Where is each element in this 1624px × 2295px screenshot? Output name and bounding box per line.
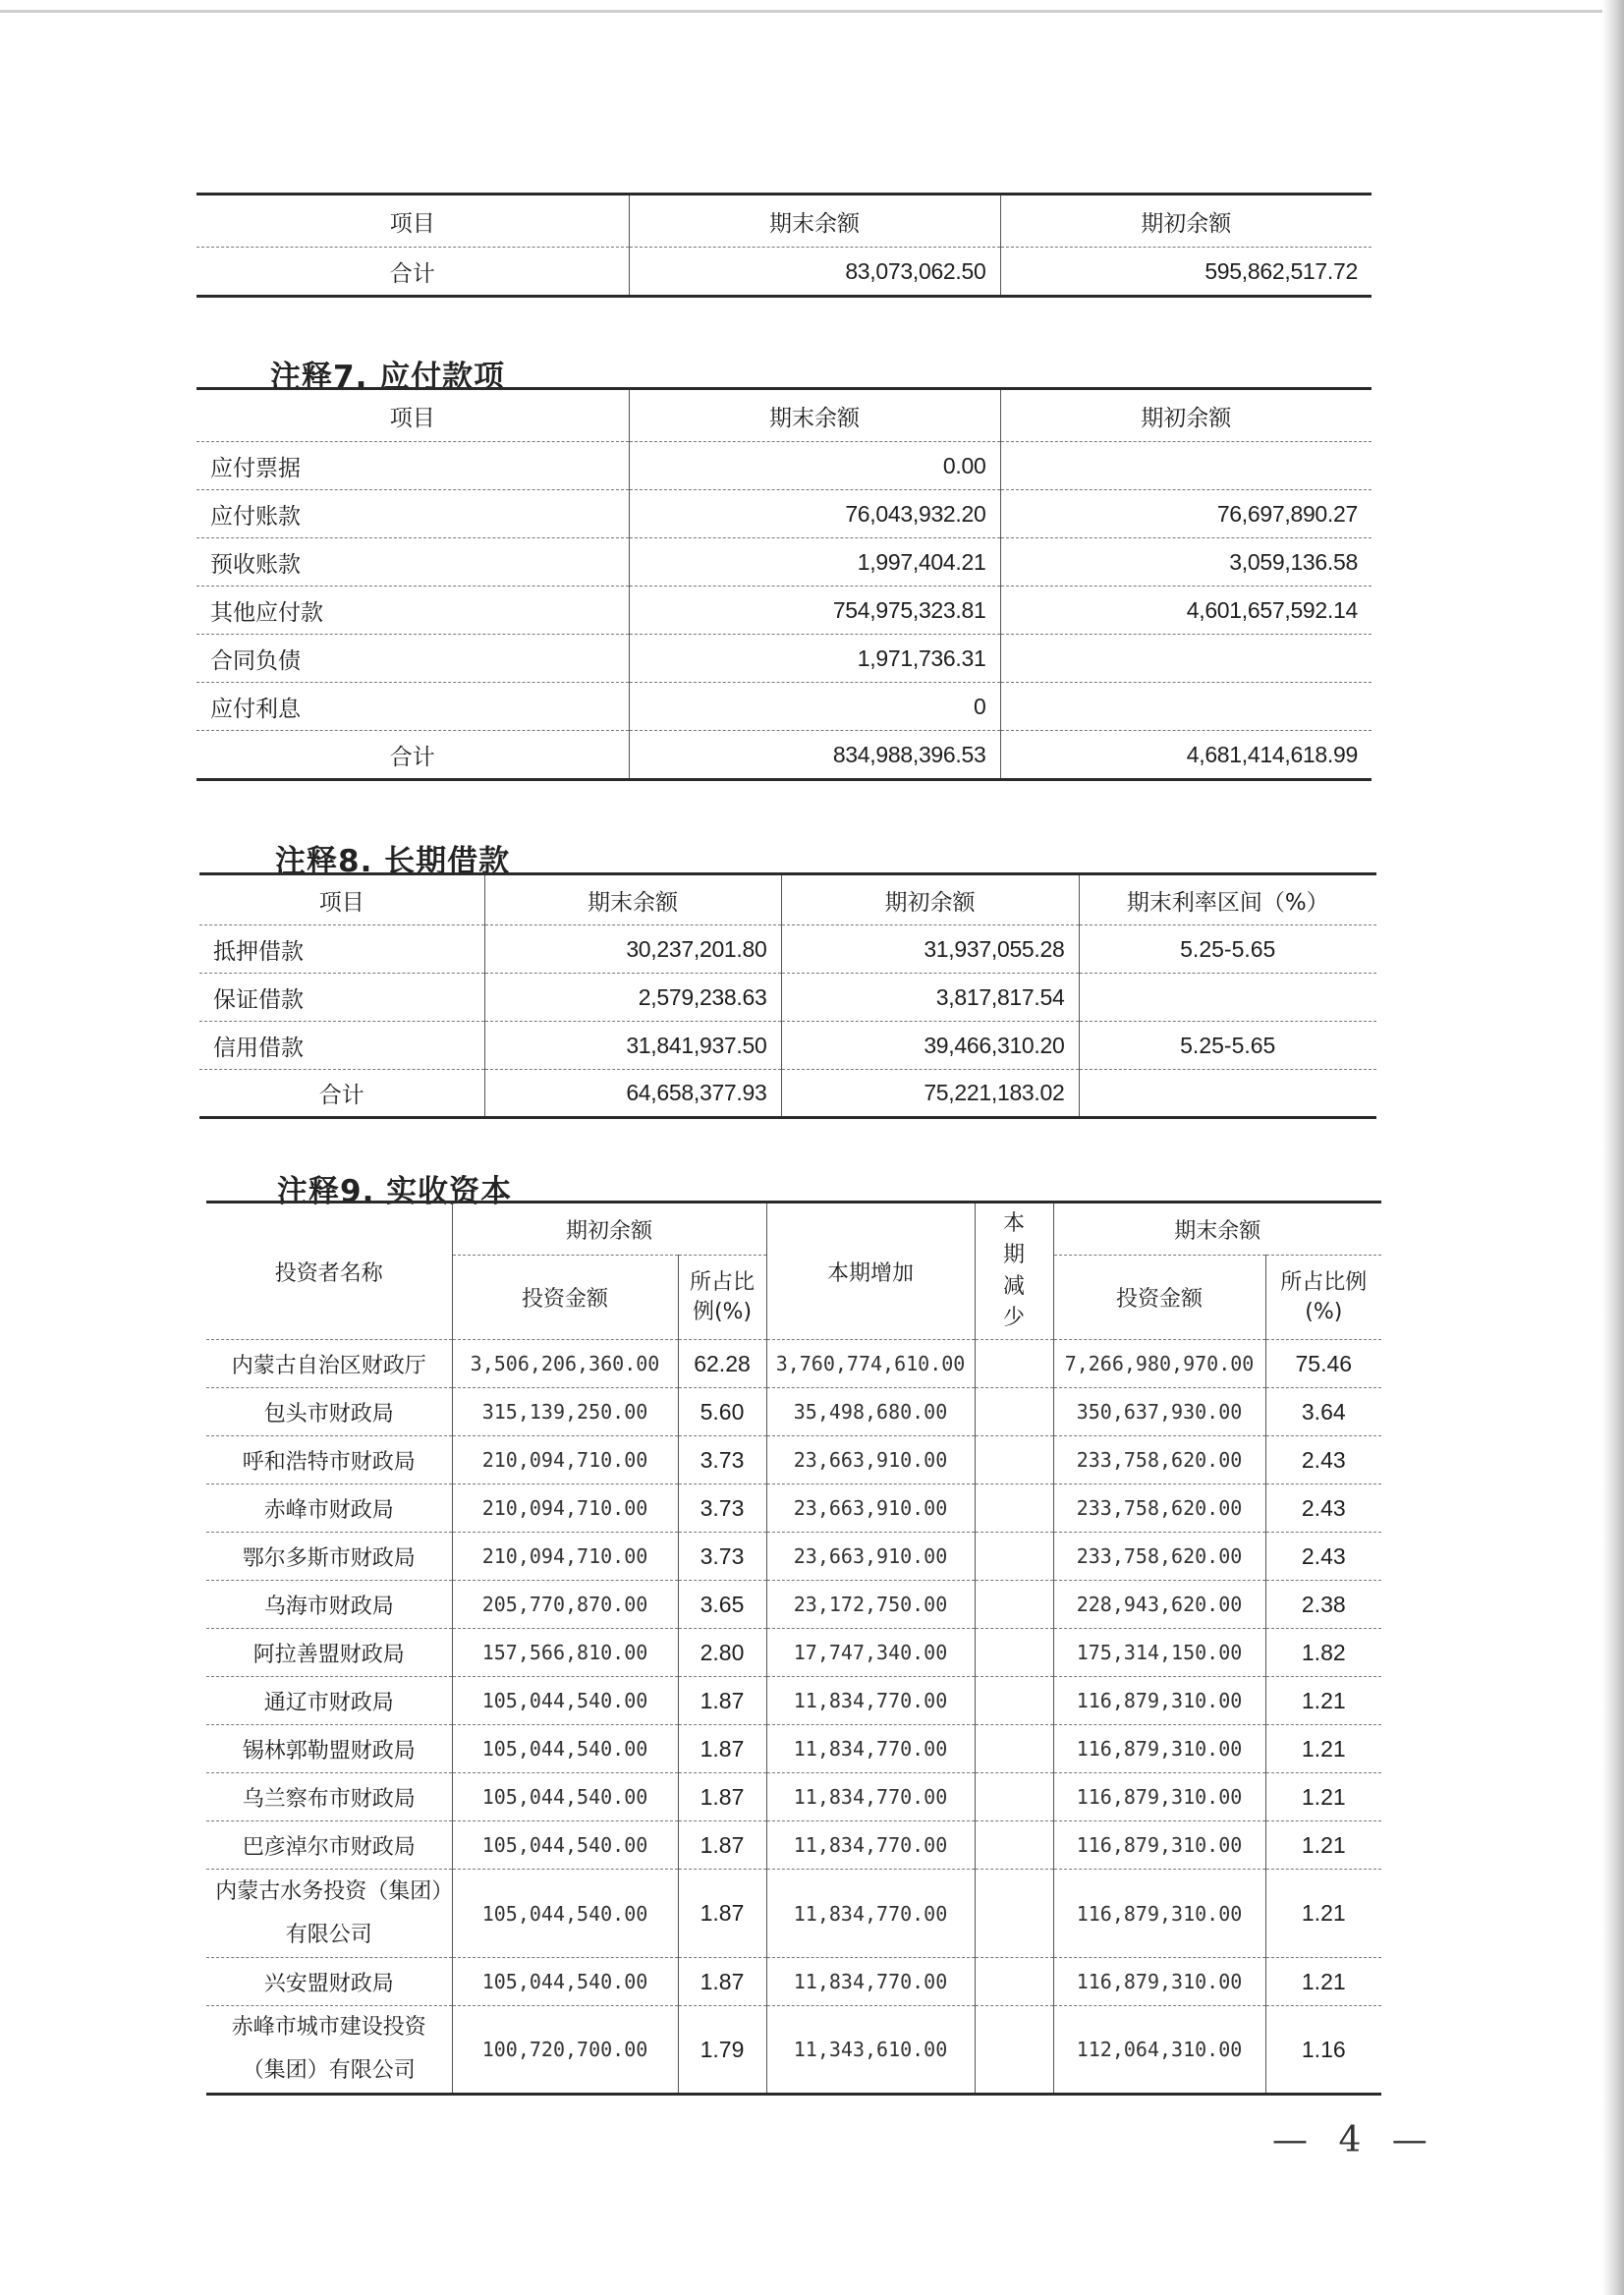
investor-name: 通辽市财政局	[206, 1677, 452, 1725]
row-begin-value: 3,059,136.58	[1000, 538, 1372, 587]
increase-amount: 23,663,910.00	[766, 1436, 975, 1484]
increase-amount: 11,834,770.00	[766, 1677, 975, 1725]
table-row	[196, 248, 1372, 297]
begin-ratio: 3.73	[678, 1436, 766, 1484]
table-row	[196, 538, 1372, 587]
end-ratio: 2.43	[1265, 1533, 1381, 1581]
header-end-balance: 期末余额	[484, 874, 781, 925]
row-label: 抵押借款	[199, 925, 484, 974]
note9-table	[206, 1201, 1381, 2096]
increase-amount: 23,172,750.00	[766, 1581, 975, 1629]
table-row	[206, 1533, 1381, 1581]
table-row	[206, 1629, 1381, 1677]
increase-amount: 17,747,340.00	[766, 1629, 975, 1677]
header-end-amount: 投资金额	[1053, 1256, 1265, 1340]
header-investor: 投资者名称	[206, 1203, 452, 1340]
decrease-amount	[975, 1725, 1053, 1773]
header-end-balance: 期末余额	[629, 195, 1000, 248]
table-total-row	[199, 1070, 1376, 1118]
end-ratio: 1.21	[1265, 1773, 1381, 1821]
row-end-value: 1,997,404.21	[629, 538, 1000, 587]
begin-ratio: 1.87	[678, 1958, 766, 2006]
header-item: 项目	[196, 389, 629, 442]
table-row	[196, 587, 1372, 635]
end-amount: 112,064,310.00	[1053, 2006, 1265, 2095]
decrease-amount	[975, 1958, 1053, 2006]
row-end-value: 834,988,396.53	[629, 731, 1000, 780]
row-rate	[1079, 1070, 1376, 1118]
table-row	[206, 1388, 1381, 1436]
decrease-amount	[975, 1484, 1053, 1533]
end-amount: 116,879,310.00	[1053, 1958, 1265, 2006]
row-rate	[1079, 974, 1376, 1022]
row-label: 应付票据	[196, 442, 629, 490]
end-amount: 233,758,620.00	[1053, 1533, 1265, 1581]
end-ratio: 3.64	[1265, 1388, 1381, 1436]
end-amount: 116,879,310.00	[1053, 1821, 1265, 1870]
row-begin-value: 3,817,817.54	[781, 974, 1079, 1022]
row-begin-value: 4,601,657,592.14	[1000, 587, 1372, 635]
row-label: 保证借款	[199, 974, 484, 1022]
increase-amount: 11,834,770.00	[766, 1870, 975, 1958]
investor-name: 巴彦淖尔市财政局	[206, 1821, 452, 1870]
increase-amount: 35,498,680.00	[766, 1388, 975, 1436]
table-row	[206, 1725, 1381, 1773]
header-begin-ratio: 所占比例(%)	[678, 1256, 766, 1340]
row-rate: 5.25-5.65	[1079, 1022, 1376, 1070]
begin-amount: 105,044,540.00	[452, 1870, 678, 1958]
row-begin-value	[1000, 635, 1372, 683]
header-increase: 本期增加	[766, 1203, 975, 1340]
begin-amount: 105,044,540.00	[452, 1773, 678, 1821]
note8-title: 注释8. 长期借款	[275, 844, 511, 879]
investor-name: 包头市财政局	[206, 1388, 452, 1436]
decrease-amount	[975, 1677, 1053, 1725]
begin-amount: 210,094,710.00	[452, 1533, 678, 1581]
table-header-row	[196, 195, 1372, 248]
table-header-row	[199, 874, 1376, 925]
row-label: 应付账款	[196, 490, 629, 538]
row-label: 合同负债	[196, 635, 629, 683]
begin-amount: 105,044,540.00	[452, 1677, 678, 1725]
decrease-amount	[975, 1340, 1053, 1388]
end-amount: 116,879,310.00	[1053, 1725, 1265, 1773]
end-ratio: 1.82	[1265, 1629, 1381, 1677]
row-label: 应付利息	[196, 683, 629, 731]
decrease-amount	[975, 1581, 1053, 1629]
table-row	[199, 974, 1376, 1022]
header-begin-balance: 期初余额	[1000, 389, 1372, 442]
row-end-value: 754,975,323.81	[629, 587, 1000, 635]
begin-amount: 105,044,540.00	[452, 1958, 678, 2006]
increase-amount: 23,663,910.00	[766, 1533, 975, 1581]
top-continuation-table	[196, 193, 1372, 298]
end-ratio: 2.43	[1265, 1436, 1381, 1484]
end-ratio: 1.21	[1265, 1870, 1381, 1958]
table-row	[206, 1436, 1381, 1484]
row-label: 合计	[389, 260, 435, 287]
table-row	[206, 1581, 1381, 1629]
end-ratio: 1.21	[1265, 1821, 1381, 1870]
begin-amount: 3,506,206,360.00	[452, 1340, 678, 1388]
end-ratio: 2.38	[1265, 1581, 1381, 1629]
begin-ratio: 1.79	[678, 2006, 766, 2095]
increase-amount: 3,760,774,610.00	[766, 1340, 975, 1388]
begin-ratio: 1.87	[678, 1725, 766, 1773]
row-label: 信用借款	[199, 1022, 484, 1070]
table-row	[206, 1958, 1381, 2006]
begin-amount: 105,044,540.00	[452, 1821, 678, 1870]
end-amount: 7,266,980,970.00	[1053, 1340, 1265, 1388]
increase-amount: 11,834,770.00	[766, 1773, 975, 1821]
row-end-value: 1,971,736.31	[629, 635, 1000, 683]
table-row	[206, 2006, 1381, 2095]
end-ratio: 1.21	[1265, 1725, 1381, 1773]
decrease-amount	[975, 1436, 1053, 1484]
decrease-amount	[975, 1870, 1053, 1958]
investor-name: 赤峰市城市建设投资（集团）有限公司	[206, 2006, 452, 2095]
row-begin-value: 76,697,890.27	[1000, 490, 1372, 538]
row-begin-value: 75,221,183.02	[781, 1070, 1079, 1118]
row-end-value: 0	[629, 683, 1000, 731]
header-begin-group: 期初余额	[452, 1203, 766, 1256]
scan-top-edge	[0, 10, 1624, 13]
investor-name: 兴安盟财政局	[206, 1958, 452, 2006]
header-end-ratio: 所占比例(%)	[1265, 1256, 1381, 1340]
begin-amount: 100,720,700.00	[452, 2006, 678, 2095]
row-begin-value	[1000, 683, 1372, 731]
row-label: 合计	[389, 744, 435, 770]
begin-ratio: 3.65	[678, 1581, 766, 1629]
table-row	[206, 1677, 1381, 1725]
increase-amount: 23,663,910.00	[766, 1484, 975, 1533]
page-number: — 4 —	[1272, 2120, 1437, 2160]
row-end-value: 0.00	[629, 442, 1000, 490]
end-ratio: 1.21	[1265, 1677, 1381, 1725]
table-row	[206, 1773, 1381, 1821]
row-end-value: 83,073,062.50	[629, 248, 1000, 297]
table-row	[206, 1870, 1381, 1958]
increase-amount: 11,834,770.00	[766, 1725, 975, 1773]
row-label: 预收账款	[196, 538, 629, 587]
row-end-value: 76,043,932.20	[629, 490, 1000, 538]
header-decrease: 本期减少	[975, 1203, 1053, 1340]
note9-title: 注释9. 实收资本	[277, 1174, 513, 1209]
table-row	[206, 1821, 1381, 1870]
end-amount: 175,314,150.00	[1053, 1629, 1265, 1677]
row-begin-value: 39,466,310.20	[781, 1022, 1079, 1070]
begin-ratio: 2.80	[678, 1629, 766, 1677]
table-total-row	[196, 731, 1372, 780]
begin-amount: 157,566,810.00	[452, 1629, 678, 1677]
end-amount: 116,879,310.00	[1053, 1677, 1265, 1725]
table-row	[206, 1340, 1381, 1388]
row-label: 其他应付款	[196, 587, 629, 635]
header-begin-amount: 投资金额	[452, 1256, 678, 1340]
table-row	[196, 490, 1372, 538]
table-header-row	[196, 389, 1372, 442]
begin-ratio: 3.73	[678, 1484, 766, 1533]
table-row	[196, 442, 1372, 490]
begin-ratio: 1.87	[678, 1821, 766, 1870]
decrease-amount	[975, 1388, 1053, 1436]
decrease-amount	[975, 1773, 1053, 1821]
row-begin-value	[1000, 442, 1372, 490]
row-begin-value: 4,681,414,618.99	[1000, 731, 1372, 780]
table-header-row	[206, 1203, 1381, 1256]
header-begin-balance: 期初余额	[781, 874, 1079, 925]
header-end-balance: 期末余额	[629, 389, 1000, 442]
end-amount: 116,879,310.00	[1053, 1870, 1265, 1958]
note8-table	[199, 872, 1376, 1119]
end-ratio: 1.21	[1265, 1958, 1381, 2006]
header-item: 项目	[199, 874, 484, 925]
decrease-amount	[975, 1533, 1053, 1581]
investor-name: 呼和浩特市财政局	[206, 1436, 452, 1484]
begin-amount: 315,139,250.00	[452, 1388, 678, 1436]
row-rate: 5.25-5.65	[1079, 925, 1376, 974]
header-rate-range: 期末利率区间（%）	[1079, 874, 1376, 925]
increase-amount: 11,834,770.00	[766, 1958, 975, 2006]
header-end-group: 期末余额	[1053, 1203, 1381, 1256]
table-row	[206, 1484, 1381, 1533]
table-row	[196, 635, 1372, 683]
increase-amount: 11,343,610.00	[766, 2006, 975, 2095]
decrease-amount	[975, 1821, 1053, 1870]
end-amount: 350,637,930.00	[1053, 1388, 1265, 1436]
end-ratio: 2.43	[1265, 1484, 1381, 1533]
row-begin-value: 595,862,517.72	[1000, 248, 1372, 297]
row-begin-value: 31,937,055.28	[781, 925, 1079, 974]
end-amount: 233,758,620.00	[1053, 1484, 1265, 1533]
begin-ratio: 1.87	[678, 1773, 766, 1821]
table-row	[199, 925, 1376, 974]
investor-name: 锡林郭勒盟财政局	[206, 1725, 452, 1773]
row-end-value: 2,579,238.63	[484, 974, 781, 1022]
begin-amount: 210,094,710.00	[452, 1436, 678, 1484]
investor-name: 鄂尔多斯市财政局	[206, 1533, 452, 1581]
begin-amount: 205,770,870.00	[452, 1581, 678, 1629]
end-amount: 228,943,620.00	[1053, 1581, 1265, 1629]
row-label: 合计	[318, 1083, 364, 1108]
decrease-amount	[975, 1629, 1053, 1677]
table-row	[196, 683, 1372, 731]
header-item: 项目	[196, 195, 629, 248]
investor-name: 赤峰市财政局	[206, 1484, 452, 1533]
end-amount: 233,758,620.00	[1053, 1436, 1265, 1484]
scan-right-shadow	[1602, 0, 1624, 2295]
decrease-amount	[975, 2006, 1053, 2095]
end-amount: 116,879,310.00	[1053, 1773, 1265, 1821]
investor-name: 乌海市财政局	[206, 1581, 452, 1629]
begin-ratio: 3.73	[678, 1533, 766, 1581]
end-ratio: 75.46	[1265, 1340, 1381, 1388]
investor-name: 乌兰察布市财政局	[206, 1773, 452, 1821]
table-row	[199, 1022, 1376, 1070]
row-end-value: 30,237,201.80	[484, 925, 781, 974]
investor-name: 内蒙古水务投资（集团）有限公司	[206, 1870, 452, 1958]
begin-amount: 210,094,710.00	[452, 1484, 678, 1533]
begin-amount: 105,044,540.00	[452, 1725, 678, 1773]
investor-name: 内蒙古自治区财政厅	[206, 1340, 452, 1388]
row-end-value: 31,841,937.50	[484, 1022, 781, 1070]
increase-amount: 11,834,770.00	[766, 1821, 975, 1870]
end-ratio: 1.16	[1265, 2006, 1381, 2095]
note7-title: 注释7. 应付款项	[270, 360, 506, 395]
header-begin-balance: 期初余额	[1000, 195, 1372, 248]
investor-name: 阿拉善盟财政局	[206, 1629, 452, 1677]
begin-ratio: 5.60	[678, 1388, 766, 1436]
begin-ratio: 1.87	[678, 1870, 766, 1958]
begin-ratio: 62.28	[678, 1340, 766, 1388]
note7-table	[196, 387, 1372, 781]
begin-ratio: 1.87	[678, 1677, 766, 1725]
row-end-value: 64,658,377.93	[484, 1070, 781, 1118]
